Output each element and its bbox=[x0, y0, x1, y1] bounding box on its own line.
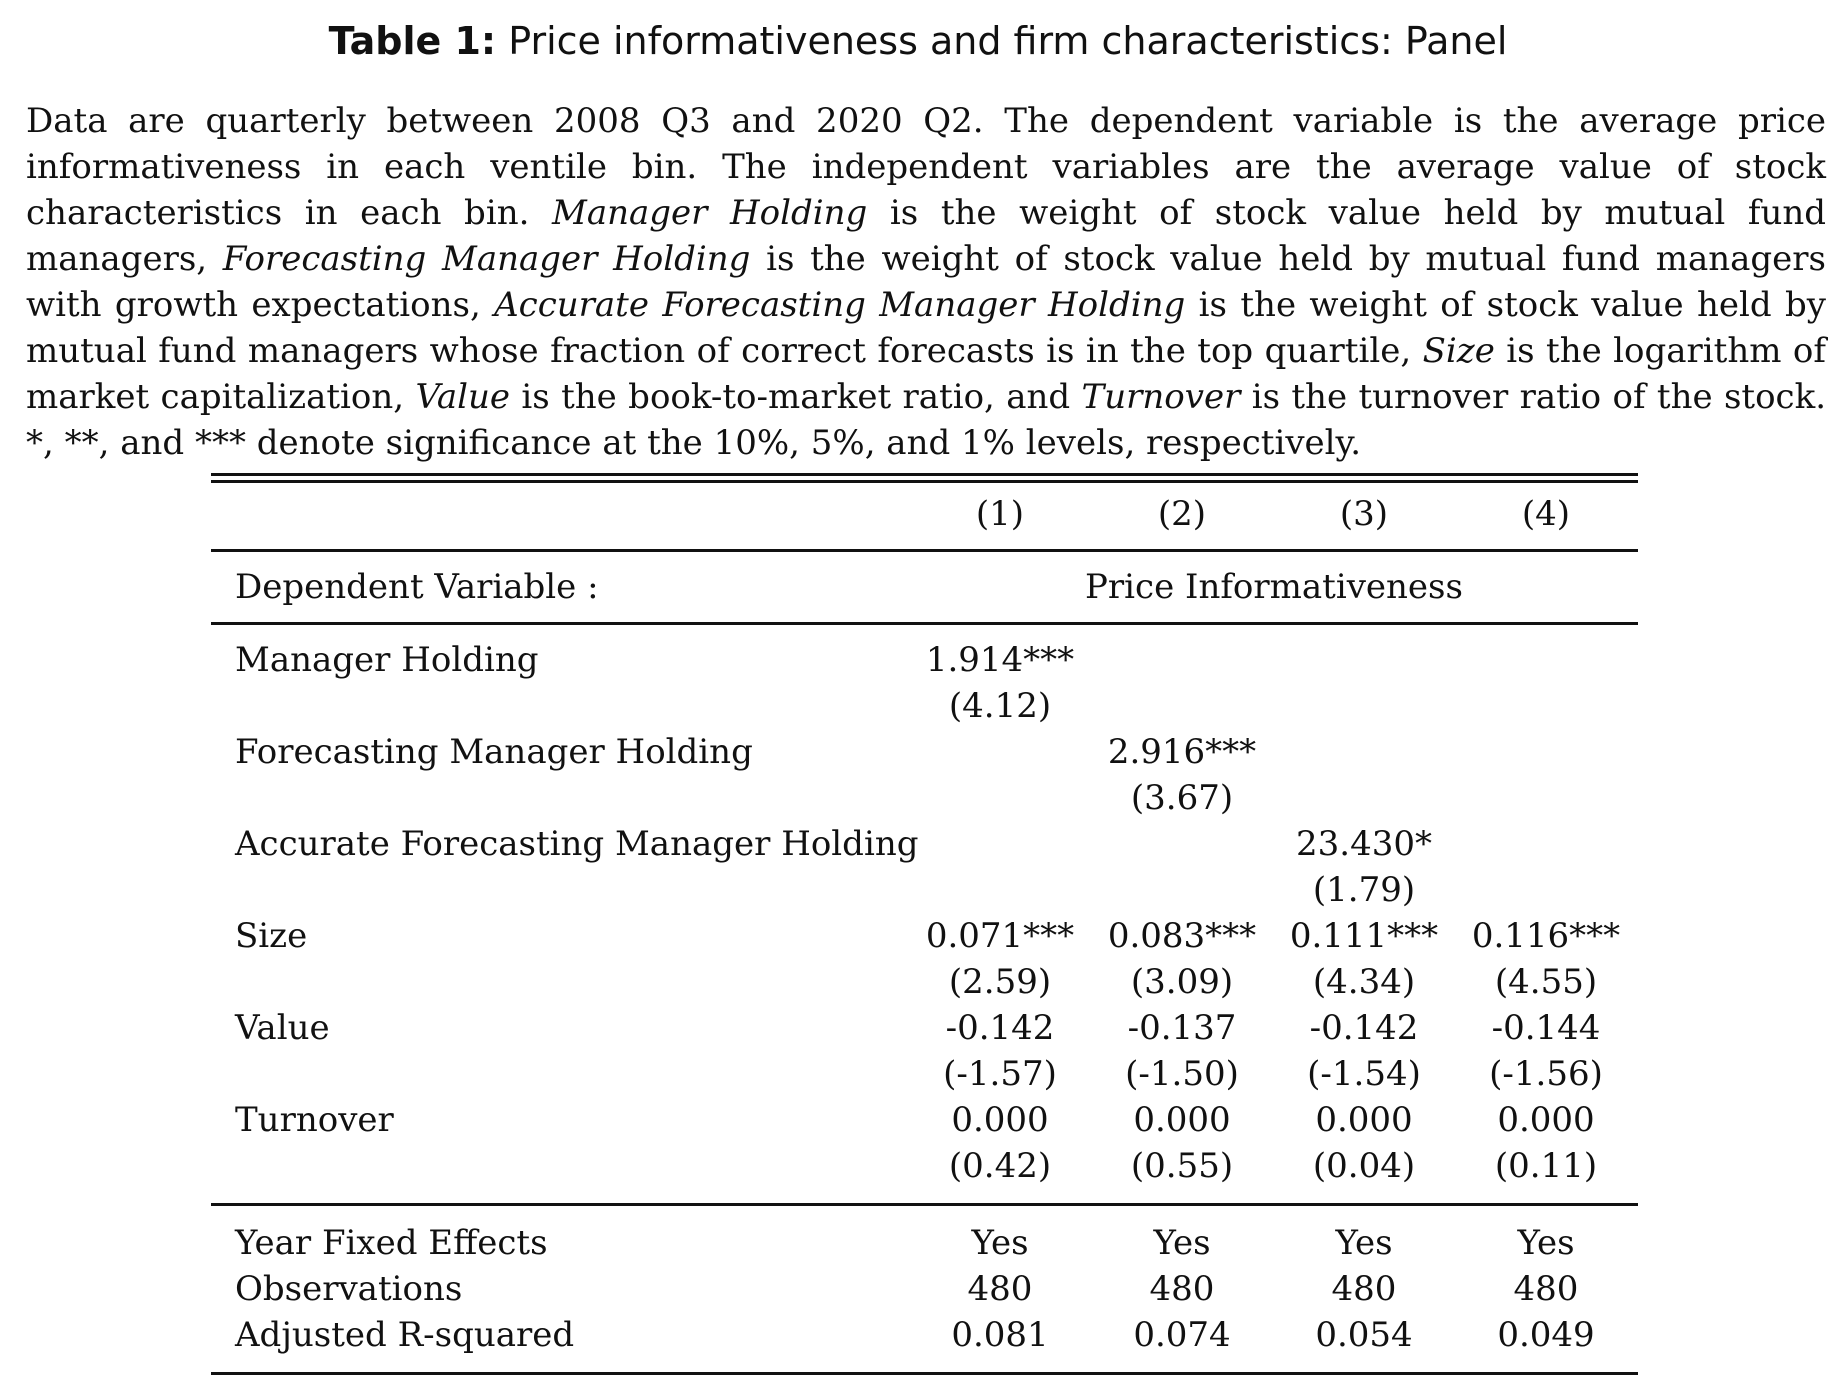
coefficient-cell: 23.430* bbox=[1296, 824, 1432, 864]
tstat-row bbox=[211, 1051, 1638, 1097]
coefficient-cell: -0.142 bbox=[1309, 1008, 1419, 1048]
table-row bbox=[211, 729, 1638, 775]
tstat-row bbox=[211, 959, 1638, 1005]
coefficient-cell: -0.137 bbox=[1127, 1008, 1237, 1048]
tstat-cell: (-1.56) bbox=[1489, 1054, 1603, 1094]
caption-variable: Manager Holding bbox=[552, 193, 868, 233]
coefficient-cell: 0.000 bbox=[1315, 1100, 1413, 1140]
tstat-cell: (4.12) bbox=[948, 686, 1052, 726]
tstat-row bbox=[211, 775, 1638, 821]
table-row bbox=[211, 637, 1638, 683]
tstat-row bbox=[211, 683, 1638, 729]
caption-text: is the weight of stock value held by mutual fund managers with growth expectations, bbox=[26, 239, 1827, 325]
footer-cell: Yes bbox=[971, 1223, 1029, 1263]
row-label: Value bbox=[235, 1008, 330, 1048]
footer-cell: 480 bbox=[1149, 1269, 1215, 1309]
column-header: (3) bbox=[1339, 494, 1389, 534]
tstat-cell: (0.04) bbox=[1312, 1146, 1416, 1186]
column-header: (2) bbox=[1157, 494, 1207, 534]
table-row bbox=[211, 1097, 1638, 1143]
footer-cell: 0.074 bbox=[1133, 1315, 1231, 1355]
caption-variable: Value bbox=[415, 377, 511, 417]
coefficient-cell: 0.111*** bbox=[1289, 916, 1439, 956]
tstat-cell: (0.42) bbox=[948, 1146, 1052, 1186]
tstat-cell: (3.67) bbox=[1130, 778, 1234, 818]
footer-row bbox=[211, 1266, 1638, 1312]
row-label: Accurate Forecasting Manager Holding bbox=[235, 824, 919, 864]
row-label: Size bbox=[235, 916, 308, 956]
table-number: Table 1: bbox=[328, 19, 497, 63]
tstat-cell: (4.34) bbox=[1312, 962, 1416, 1002]
coefficient-cell: 0.000 bbox=[1497, 1100, 1595, 1140]
tstat-cell: (3.09) bbox=[1130, 962, 1234, 1002]
row-label: Year Fixed Effects bbox=[235, 1223, 548, 1263]
tstat-cell: (2.59) bbox=[948, 962, 1052, 1002]
footer-cell: 480 bbox=[967, 1269, 1033, 1309]
table-row bbox=[211, 1005, 1638, 1051]
tstat-row bbox=[211, 1143, 1638, 1189]
coefficient-cell: 0.116*** bbox=[1471, 916, 1621, 956]
caption-variable: Forecasting Manager Holding bbox=[222, 239, 751, 279]
row-label: Observations bbox=[235, 1269, 463, 1309]
dependent-variable-value: Price Informativeness bbox=[1085, 567, 1463, 607]
coefficient-cell: -0.142 bbox=[945, 1008, 1055, 1048]
coefficient-cell: 0.071*** bbox=[925, 916, 1075, 956]
caption-variable: Turnover bbox=[1081, 377, 1241, 417]
table-title-text: Price informativeness and firm characteristics: Panel bbox=[508, 19, 1508, 63]
table-title bbox=[0, 14, 1836, 68]
footer-cell: 480 bbox=[1513, 1269, 1579, 1309]
coefficient-cell: 2.916*** bbox=[1107, 732, 1257, 772]
tstat-cell: (1.79) bbox=[1312, 870, 1416, 910]
tstat-cell: (4.55) bbox=[1494, 962, 1598, 1002]
footer-cell: Yes bbox=[1153, 1223, 1211, 1263]
caption-text: Data are quarterly between 2008 Q3 and 2020 Q2. The dependent variable is the average price informativeness in each ventile bin. The independent variables are the average value of stock characteristics in each bin. bbox=[26, 101, 1826, 233]
tstat-cell: (-1.54) bbox=[1307, 1054, 1421, 1094]
caption-text: is the book-to-market ratio, and bbox=[510, 377, 1082, 417]
caption-text: is the turnover ratio of the stock. *, **, and *** denote significance at the 10%, 5%, and 1% levels, respectively. bbox=[26, 377, 1827, 463]
footer-cell: 480 bbox=[1331, 1269, 1397, 1309]
row-label: Forecasting Manager Holding bbox=[235, 732, 753, 772]
tstat-row bbox=[211, 867, 1638, 913]
column-header: (4) bbox=[1521, 494, 1571, 534]
coefficient-cell: 0.000 bbox=[951, 1100, 1049, 1140]
coefficient-cell: -0.144 bbox=[1491, 1008, 1601, 1048]
coefficient-cell: 0.000 bbox=[1133, 1100, 1231, 1140]
tstat-cell: (0.11) bbox=[1494, 1146, 1598, 1186]
column-header-row bbox=[211, 491, 1638, 537]
row-label: Adjusted R-squared bbox=[235, 1315, 575, 1355]
table-row bbox=[211, 821, 1638, 867]
row-label: Turnover bbox=[235, 1100, 394, 1140]
footer-row bbox=[211, 1220, 1638, 1266]
dependent-variable-row bbox=[211, 564, 1638, 610]
regression-table bbox=[211, 473, 1638, 1375]
coefficient-cell: 1.914*** bbox=[925, 640, 1075, 680]
footer-cell: 0.054 bbox=[1315, 1315, 1413, 1355]
caption-text: is the weight of stock value held by mutual fund managers whose fraction of correct forecasts is in the top quartile, bbox=[26, 285, 1826, 371]
footer-cell: 0.081 bbox=[951, 1315, 1049, 1355]
table-caption bbox=[26, 98, 1826, 466]
caption-text: is the logarithm of market capitalization, bbox=[26, 331, 1826, 417]
tstat-cell: (0.55) bbox=[1130, 1146, 1234, 1186]
footer-cell: Yes bbox=[1517, 1223, 1575, 1263]
row-label: Manager Holding bbox=[235, 640, 539, 680]
footer-row bbox=[211, 1312, 1638, 1358]
table-row bbox=[211, 913, 1638, 959]
footer-cell: 0.049 bbox=[1497, 1315, 1595, 1355]
dependent-variable-label: Dependent Variable : bbox=[235, 567, 599, 607]
caption-variable: Accurate Forecasting Manager Holding bbox=[494, 285, 1186, 325]
caption-text: is the weight of stock value held by mutual fund managers, bbox=[26, 193, 1826, 279]
tstat-cell: (-1.50) bbox=[1125, 1054, 1239, 1094]
tstat-cell: (-1.57) bbox=[943, 1054, 1057, 1094]
caption-variable: Size bbox=[1422, 331, 1495, 371]
coefficient-cell: 0.083*** bbox=[1107, 916, 1257, 956]
footer-cell: Yes bbox=[1335, 1223, 1393, 1263]
column-header: (1) bbox=[975, 494, 1025, 534]
